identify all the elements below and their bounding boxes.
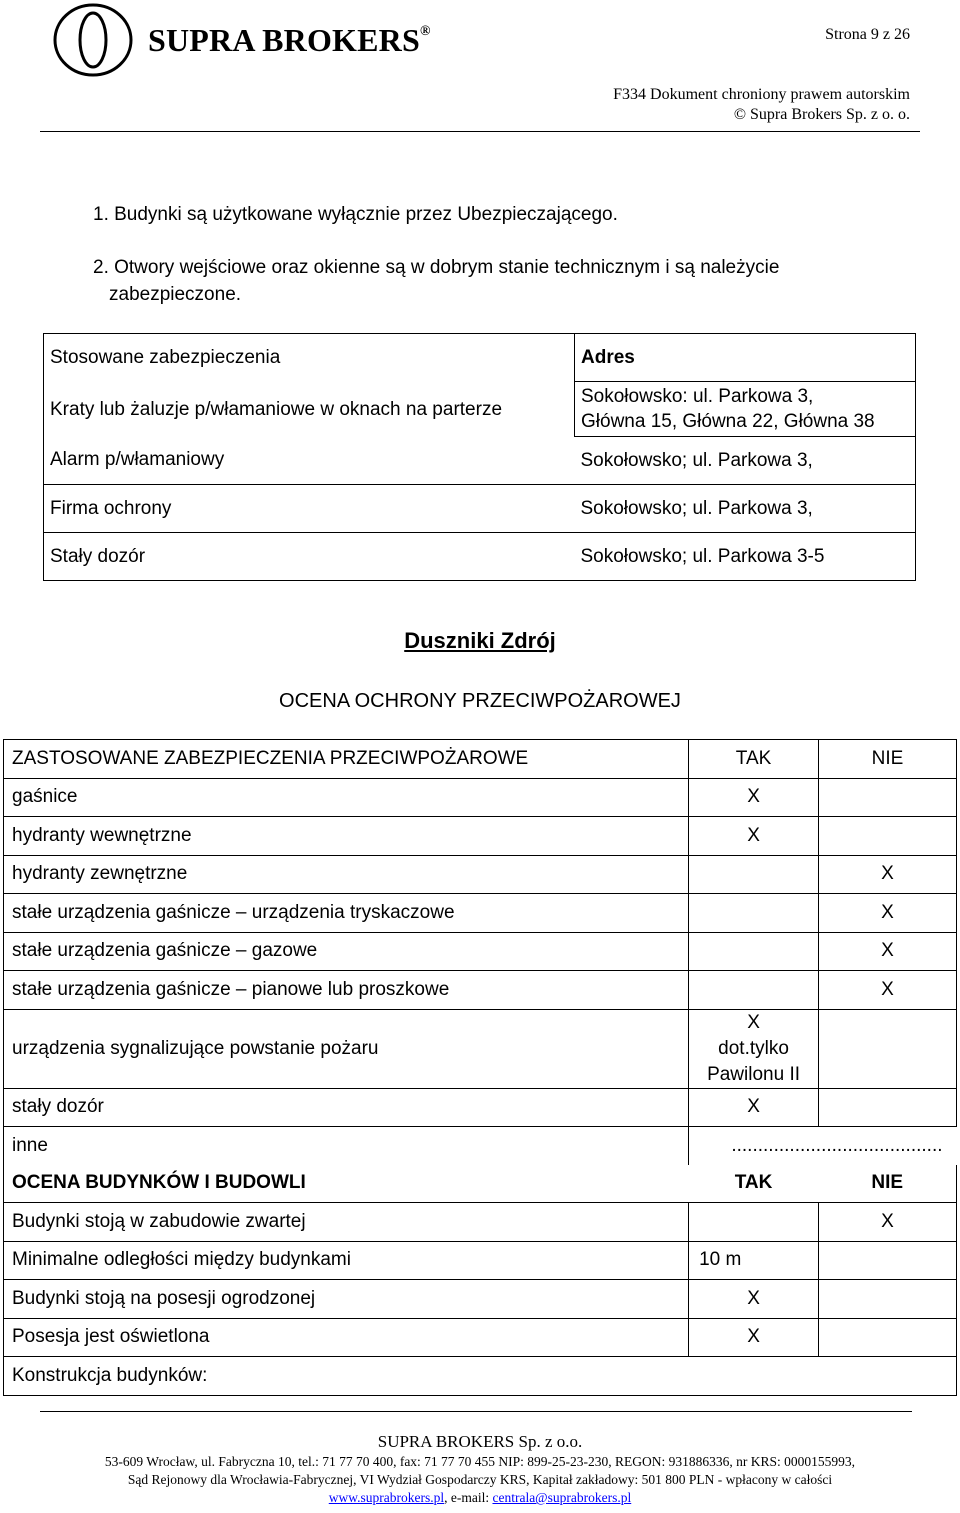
fire-row-no: X: [819, 894, 957, 933]
buildings-row-label: Konstrukcja budynków:: [4, 1357, 957, 1396]
footer-contact: www.suprabrokers.pl, e-mail: centrala@suprabrokers.pl: [328, 1490, 632, 1505]
fire-header-yes: TAK: [689, 740, 819, 779]
copyright-notice: © Supra Brokers Sp. z o. o.: [733, 106, 910, 123]
fire-row-label: inne: [4, 1127, 689, 1165]
fire-protection-table: [3, 739, 957, 1396]
condition-item: 2. Otwory wejściowe oraz okienne są w dobrym stanie technicznym i są należycie: [93, 257, 780, 278]
fire-row-yes: X: [689, 817, 819, 856]
fire-header-label: ZASTOSOWANE ZABEZPIECZENIA PRZECIWPOŻAROWE: [4, 740, 689, 779]
fire-row-no: [819, 817, 957, 856]
brand-name: SUPRA BROKERS®: [148, 22, 431, 58]
buildings-row-yes: X: [689, 1280, 819, 1319]
logo-icon: [52, 2, 134, 78]
website-link[interactable]: www.suprabrokers.pl: [328, 1490, 445, 1505]
fire-row-label: hydranty zewnętrzne: [4, 855, 689, 894]
security-header-label: Stosowane zabezpieczenia: [44, 334, 575, 382]
fire-row-yes: [689, 894, 819, 933]
buildings-row-label: Budynki stoją w zabudowie zwartej: [4, 1203, 689, 1242]
security-row-label: Kraty lub żaluzje p/włamaniowe w oknach na parterze: [44, 382, 575, 437]
fire-row-dots: ........................................: [731, 1134, 943, 1156]
buildings-header-yes: TAK: [734, 1172, 773, 1194]
fire-row-no: [819, 1088, 957, 1127]
footer-court-info: Sąd Rejonowy dla Wrocławia-Fabrycznej, VI Wydział Gospodarczy KRS, Kapitał zakładowy: 501 800 PLN - wpłacony w całości: [127, 1472, 833, 1487]
buildings-row-no: [819, 1318, 957, 1357]
buildings-row-label: Minimalne odległości między budynkami: [4, 1241, 689, 1280]
buildings-header-no: NIE: [819, 1165, 957, 1203]
security-table: [43, 333, 916, 581]
security-row-label: Stały dozór: [44, 533, 575, 581]
fire-row-no: X: [819, 932, 957, 971]
buildings-header-label: OCENA BUDYNKÓW I BUDOWLI: [4, 1165, 689, 1203]
fire-assessment-title: OCENA OCHRONY PRZECIWPOŻAROWEJ: [279, 690, 681, 712]
fire-row-yes: X: [689, 778, 819, 817]
location-title: Duszniki Zdrój: [404, 628, 556, 653]
security-row-address: Sokołowsko; ul. Parkowa 3,: [575, 437, 916, 485]
fire-row-label: stałe urządzenia gaśnicze – urządzenia tryskaczowe: [4, 894, 689, 933]
fire-header-no: NIE: [819, 740, 957, 779]
security-row-address: Sokołowsko: ul. Parkowa 3, Główna 15, Główna 22, Główna 38: [575, 382, 916, 437]
fire-row-no: [819, 1009, 957, 1088]
footer-address: 53-609 Wrocław, ul. Fabryczna 10, tel.: 71 77 70 400, fax: 71 77 70 455 NIP: 899-25-23-230, REGON: 931886336, nr KRS: 0000155993,: [104, 1454, 856, 1469]
buildings-row-yes: 10 m: [689, 1241, 819, 1280]
security-row-label: Firma ochrony: [44, 485, 575, 533]
fire-row-yes: [689, 855, 819, 894]
buildings-row-no: [819, 1280, 957, 1319]
fire-row-label: urządzenia sygnalizujące powstanie pożaru: [4, 1009, 689, 1088]
fire-row-label: stałe urządzenia gaśnicze – pianowe lub proszkowe: [4, 971, 689, 1010]
condition-item-continued: zabezpieczone.: [109, 284, 242, 305]
buildings-row-label: Budynki stoją na posesji ogrodzonej: [4, 1280, 689, 1319]
header-divider: [40, 131, 920, 132]
fire-row-label: gaśnice: [4, 778, 689, 817]
security-header-address: Adres: [575, 334, 916, 382]
buildings-row-yes: X: [689, 1318, 819, 1357]
buildings-row-no: X: [819, 1203, 957, 1242]
footer-divider: [40, 1411, 912, 1412]
fire-row-yes: X: [689, 1088, 819, 1127]
fire-row-label: hydranty wewnętrzne: [4, 817, 689, 856]
condition-item: 1. Budynki są użytkowane wyłącznie przez Ubezpieczającego.: [93, 204, 618, 225]
buildings-row-no: [819, 1241, 957, 1280]
document-id: F334 Dokument chroniony prawem autorskim: [613, 86, 910, 103]
fire-row-no: X: [819, 855, 957, 894]
buildings-row-yes: [689, 1203, 819, 1242]
security-row-label: Alarm p/włamaniowy: [44, 437, 575, 485]
fire-row-no: X: [819, 971, 957, 1010]
email-link[interactable]: centrala@suprabrokers.pl: [492, 1490, 632, 1505]
page-number: Strona 9 z 26: [825, 26, 910, 43]
security-row-address: Sokołowsko; ul. Parkowa 3-5: [575, 533, 916, 581]
fire-row-label: stały dozór: [4, 1088, 689, 1127]
fire-row-no: [819, 778, 957, 817]
fire-row-yes: [689, 932, 819, 971]
fire-row-yes: X dot.tylko Pawilonu II: [689, 1009, 819, 1088]
footer-company: SUPRA BROKERS Sp. z o.o.: [377, 1432, 583, 1451]
buildings-row-label: Posesja jest oświetlona: [4, 1318, 689, 1357]
fire-row-yes: [689, 971, 819, 1010]
security-row-address: Sokołowsko; ul. Parkowa 3,: [575, 485, 916, 533]
fire-row-label: stałe urządzenia gaśnicze – gazowe: [4, 932, 689, 971]
